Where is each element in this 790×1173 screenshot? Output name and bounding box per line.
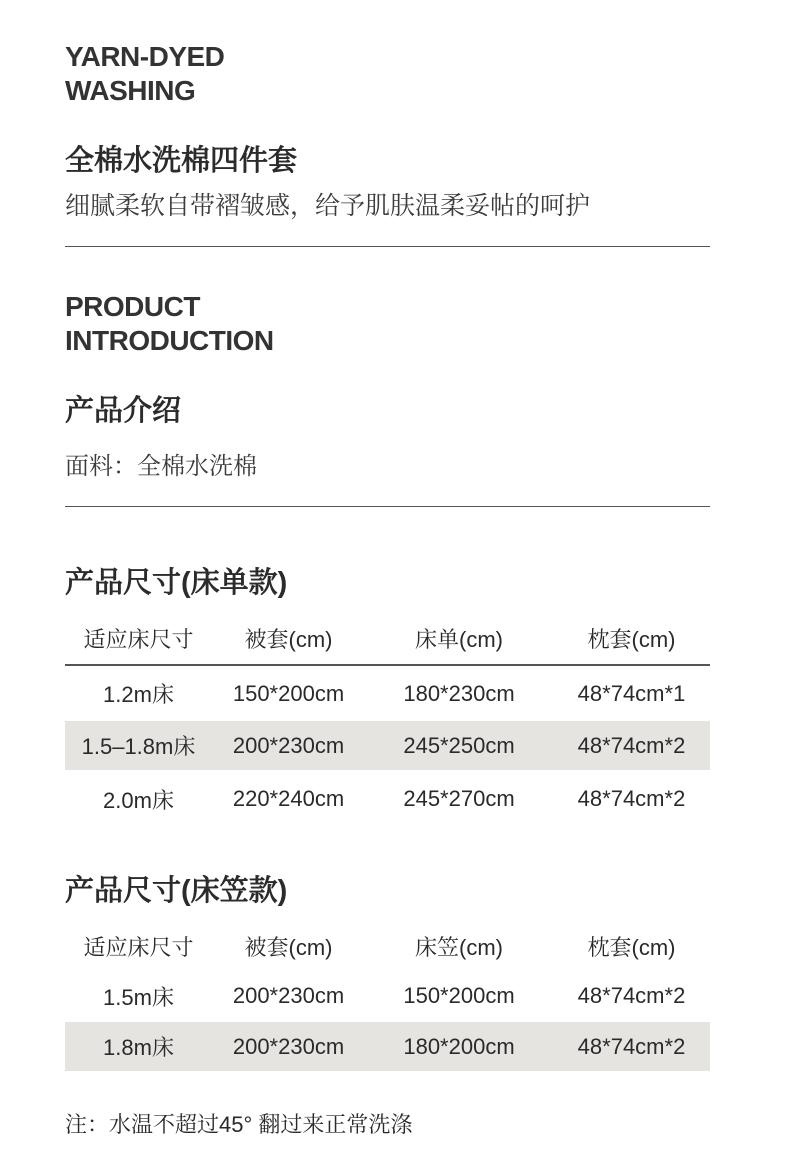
fabric-info: 面料：全棉水洗棉 bbox=[65, 453, 257, 480]
table-cell: 1.2m床 bbox=[103, 682, 174, 707]
product-name: 全棉水洗棉四件套 bbox=[65, 145, 298, 177]
table-header-row bbox=[65, 612, 710, 664]
header-cell: 被套(cm) bbox=[244, 934, 333, 960]
table-cell: 150*200cm bbox=[403, 983, 515, 1008]
table-cell: 48*74cm*2 bbox=[553, 1022, 710, 1071]
table-cell: 48*74cm*2 bbox=[577, 983, 686, 1008]
header-cell: 枕套(cm) bbox=[587, 934, 676, 960]
table-cell: 2.0m床 bbox=[103, 787, 174, 813]
table-cell: 200*230cm bbox=[212, 1022, 365, 1071]
table-cell: 1.8m床 bbox=[65, 1022, 212, 1071]
en-heading-line2: WASHING bbox=[65, 75, 196, 106]
table-cell: 150*200cm bbox=[232, 680, 345, 706]
header-cell: 床笠(cm) bbox=[415, 934, 503, 960]
table-row bbox=[65, 1022, 710, 1071]
header-cell: 适应床尺寸 bbox=[83, 626, 194, 652]
table-cell: 180*230cm bbox=[403, 680, 515, 706]
en-heading-line2: INTRODUCTION bbox=[65, 325, 274, 356]
table-row bbox=[65, 770, 710, 828]
table-row bbox=[65, 970, 710, 1022]
en-heading-line1: YARN-DYED bbox=[65, 41, 225, 72]
washing-note: 注：水温不超过45° 翻过来正常洗涤 bbox=[65, 1112, 413, 1137]
table-row bbox=[65, 721, 710, 770]
en-heading-intro bbox=[65, 290, 274, 358]
divider bbox=[65, 506, 710, 507]
table-cell: 245*250cm bbox=[365, 721, 553, 770]
header-cell: 床单(cm) bbox=[415, 626, 503, 652]
header-cell: 枕套(cm) bbox=[587, 626, 676, 652]
intro-title: 产品介绍 bbox=[65, 395, 182, 427]
table-cell: 1.5–1.8m床 bbox=[65, 721, 212, 770]
table-row bbox=[65, 666, 710, 721]
table-cell: 220*240cm bbox=[232, 786, 345, 811]
table-cell: 200*230cm bbox=[212, 721, 365, 770]
table-header-row bbox=[65, 922, 710, 970]
table-cell: 48*74cm*2 bbox=[577, 786, 686, 811]
fitted-size-title: 产品尺寸(床笠款) bbox=[65, 875, 288, 907]
table-cell: 1.5m床 bbox=[103, 984, 174, 1010]
table-cell: 245*270cm bbox=[403, 786, 515, 811]
en-heading-line1: PRODUCT bbox=[65, 291, 200, 322]
header-cell: 适应床尺寸 bbox=[83, 934, 194, 960]
divider bbox=[65, 246, 710, 247]
table-cell: 48*74cm*1 bbox=[577, 680, 686, 706]
sheet-size-title: 产品尺寸(床单款) bbox=[65, 567, 288, 599]
product-tagline: 细腻柔软自带褶皱感，给予肌肤温柔妥帖的呵护 bbox=[65, 192, 591, 220]
sheet-size-table bbox=[65, 612, 710, 828]
en-heading-washing bbox=[65, 40, 224, 108]
table-cell: 48*74cm*2 bbox=[553, 721, 710, 770]
table-cell: 200*230cm bbox=[232, 983, 345, 1008]
table-cell: 180*200cm bbox=[365, 1022, 553, 1071]
fitted-size-table bbox=[65, 922, 710, 1071]
header-cell: 被套(cm) bbox=[244, 626, 333, 652]
